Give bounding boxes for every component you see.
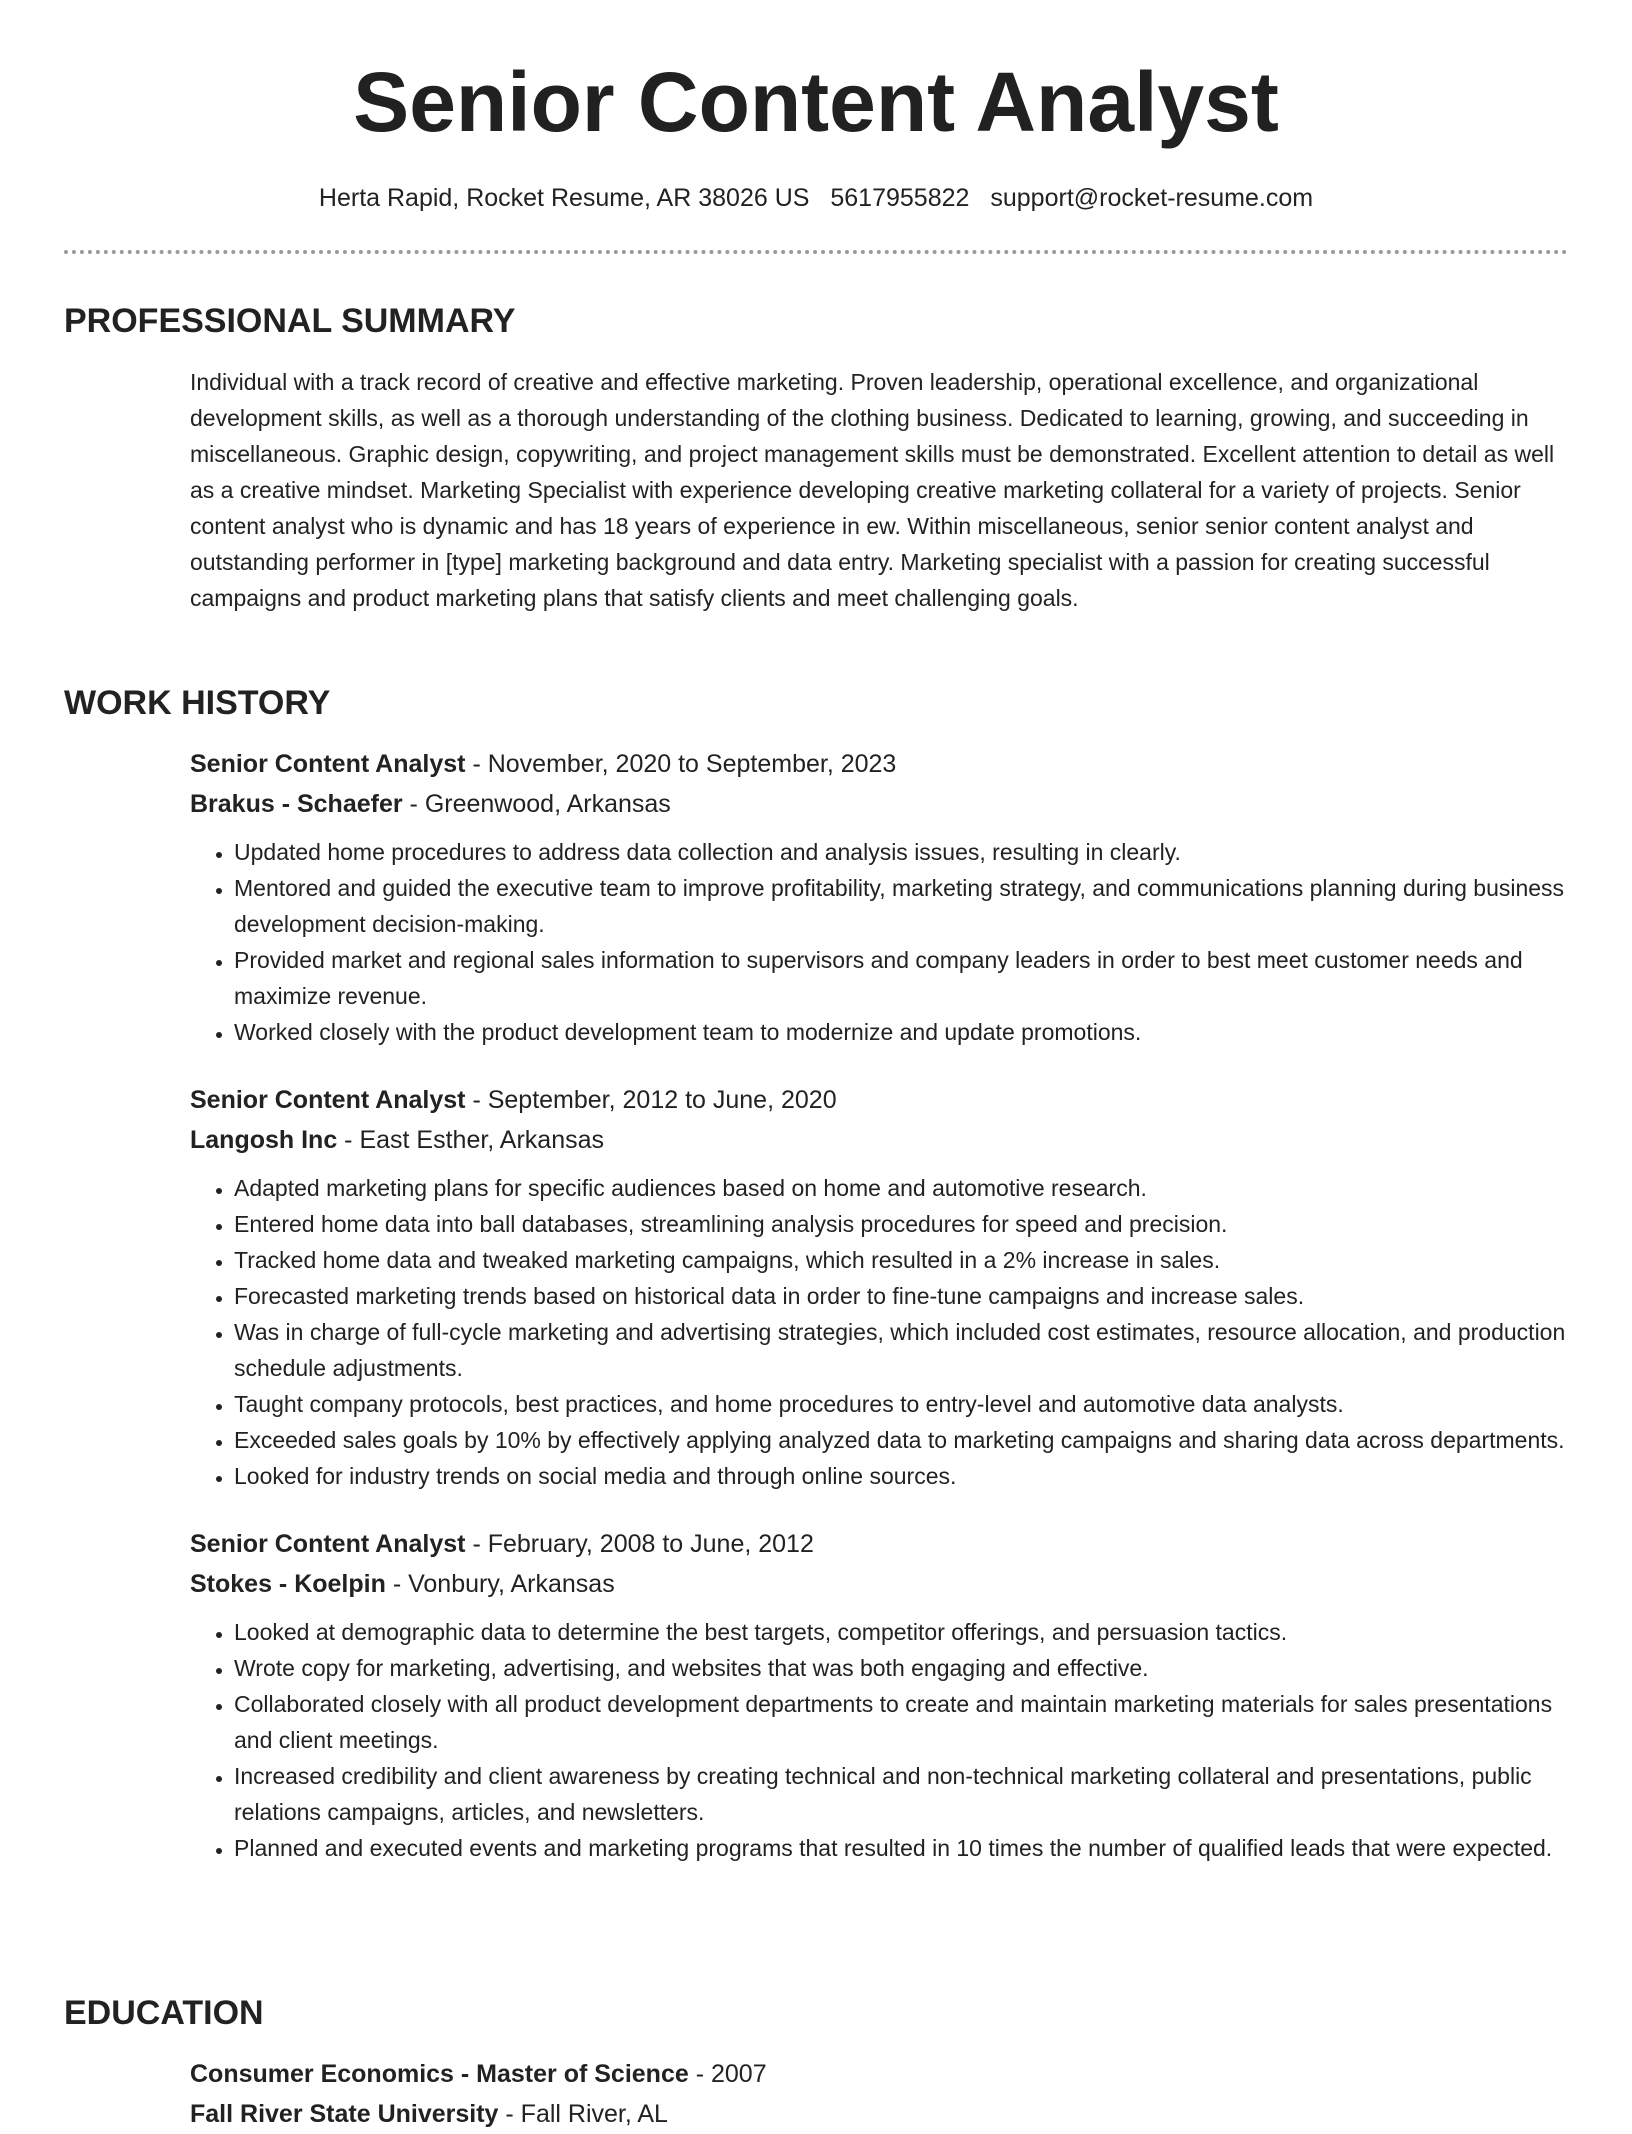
job-position: Senior Content Analyst bbox=[190, 1530, 466, 1558]
job-bullet: • Mentored and guided the executive team to improve profitability, marketing strategy, and communications planning during business development decision-making. bbox=[234, 870, 1568, 942]
job-location: - Greenwood, Arkansas bbox=[402, 790, 671, 818]
job-bullet: • Was in charge of full-cycle marketing and advertising strategies, which included cost estimates, resource allocation, and production schedule adjustments. bbox=[234, 1314, 1568, 1386]
job-company: Brakus - Schaefer bbox=[190, 790, 403, 818]
job-company-line bbox=[190, 1564, 1568, 1604]
job-bullet: • Looked for industry trends on social media and through online sources. bbox=[234, 1458, 1568, 1494]
contact-phone: 5617955822 bbox=[830, 184, 970, 212]
job-bullets bbox=[190, 1170, 1568, 1494]
education-school: Fall River State University bbox=[190, 2100, 499, 2128]
job-location: - East Esther, Arkansas bbox=[337, 1126, 605, 1154]
job-bullet: • Collaborated closely with all product development departments to create and maintain marketing materials for sales presentations and client meetings. bbox=[234, 1686, 1568, 1758]
job-bullets bbox=[190, 834, 1568, 1050]
job-bullet: • Increased credibility and client awareness by creating technical and non-technical marketing collateral and presentations, public relations campaigns, articles, and newsletters. bbox=[234, 1758, 1568, 1830]
header-divider bbox=[64, 250, 1568, 254]
job-bullet: • Exceeded sales goals by 10% by effectively applying analyzed data to marketing campaigns and sharing data across departments. bbox=[234, 1422, 1568, 1458]
job-entry-1 bbox=[190, 744, 1568, 1050]
summary-heading: PROFESSIONAL SUMMARY bbox=[64, 302, 516, 340]
job-entry-3 bbox=[190, 1524, 1568, 1866]
job-bullet: • Adapted marketing plans for specific audiences based on home and automotive research. bbox=[234, 1170, 1568, 1206]
education-heading: EDUCATION bbox=[64, 1994, 264, 2032]
job-bullet: • Worked closely with the product development team to modernize and update promotions. bbox=[234, 1014, 1568, 1050]
job-bullet: • Forecasted marketing trends based on historical data in order to fine-tune campaigns and increase sales. bbox=[234, 1278, 1568, 1314]
education-section bbox=[64, 1990, 1568, 2134]
summary-text: Individual with a track record of creative and effective marketing. Proven leadership, operational excellence, and organizational development skills, as well as a thorough understanding of the clothing business. Dedicated to learning, growing, and succeeding in miscellaneous. Graphic design, copywriting, and project management skills must be demonstrated. Excellent attention to detail as well as a creative mindset. Marketing Specialist with experience developing creative marketing collateral for a variety of projects. Senior content analyst who is dynamic and has 18 years of experience in ew. Within miscellaneous, senior senior content analyst and outstanding performer in [type] marketing background and data entry. Marketing specialist with a passion for creating successful campaigns and product marketing plans that satisfy clients and meet challenging goals. bbox=[190, 369, 1555, 611]
resume-title: Senior Content Analyst bbox=[353, 55, 1279, 149]
job-dates: - September, 2012 to June, 2020 bbox=[465, 1086, 837, 1114]
education-degree: Consumer Economics - Master of Science bbox=[190, 2060, 689, 2088]
job-bullet: • Looked at demographic data to determine the best targets, competitor offerings, and persuasion tactics. bbox=[234, 1614, 1568, 1650]
contact-address: Herta Rapid, Rocket Resume, AR 38026 US bbox=[318, 184, 810, 212]
work-history-section bbox=[64, 680, 1568, 1866]
summary-section bbox=[64, 298, 1568, 616]
job-company: Langosh Inc bbox=[190, 1126, 338, 1154]
contact-email: support@rocket-resume.com bbox=[990, 184, 1314, 212]
job-bullets bbox=[190, 1614, 1568, 1866]
job-title-line bbox=[190, 744, 1568, 784]
job-position: Senior Content Analyst bbox=[190, 750, 466, 778]
job-bullet: • Wrote copy for marketing, advertising, and websites that was both engaging and effective. bbox=[234, 1650, 1568, 1686]
job-bullet: • Tracked home data and tweaked marketing campaigns, which resulted in a 2% increase in sales. bbox=[234, 1242, 1568, 1278]
job-bullet: • Planned and executed events and marketing programs that resulted in 10 times the number of qualified leads that were expected. bbox=[234, 1830, 1568, 1866]
job-dates: - November, 2020 to September, 2023 bbox=[465, 750, 897, 778]
job-bullet: • Taught company protocols, best practices, and home procedures to entry-level and automotive data analysts. bbox=[234, 1386, 1568, 1422]
education-year: - 2007 bbox=[688, 2060, 767, 2088]
education-degree-line bbox=[190, 2054, 1568, 2094]
job-bullet: • Provided market and regional sales information to supervisors and company leaders in order to best meet customer needs and maximize revenue. bbox=[234, 942, 1568, 1014]
job-company-line bbox=[190, 1120, 1568, 1160]
job-bullet: • Updated home procedures to address data collection and analysis issues, resulting in clearly. bbox=[234, 834, 1568, 870]
job-dates: - February, 2008 to June, 2012 bbox=[465, 1530, 814, 1558]
contact-line bbox=[0, 180, 1632, 216]
job-title-line bbox=[190, 1524, 1568, 1564]
job-title-line bbox=[190, 1080, 1568, 1120]
job-entry-2 bbox=[190, 1080, 1568, 1494]
education-school-line bbox=[190, 2094, 1568, 2134]
job-company: Stokes - Koelpin bbox=[190, 1570, 386, 1598]
job-company-line bbox=[190, 784, 1568, 824]
work-history-heading: WORK HISTORY bbox=[64, 684, 331, 722]
education-location: - Fall River, AL bbox=[498, 2100, 668, 2128]
job-position: Senior Content Analyst bbox=[190, 1086, 466, 1114]
education-entry bbox=[190, 2054, 1568, 2134]
job-bullet: • Entered home data into ball databases, streamlining analysis procedures for speed and precision. bbox=[234, 1206, 1568, 1242]
job-location: - Vonbury, Arkansas bbox=[385, 1570, 615, 1598]
